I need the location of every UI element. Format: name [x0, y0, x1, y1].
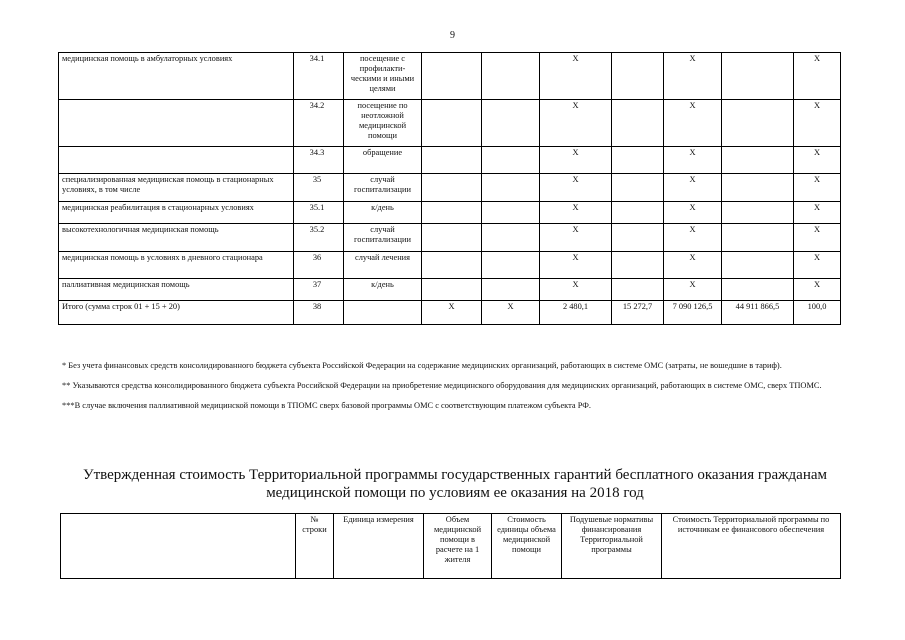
header-cell: Объем медицинской помощи в расчете на 1 жителя	[424, 514, 492, 579]
table-cell-c9	[722, 100, 794, 147]
approved-cost-table	[60, 513, 841, 579]
table-cell-c5	[482, 53, 540, 100]
table-cell-c8: X	[664, 174, 722, 202]
table-cell-c7	[612, 174, 664, 202]
table-row	[59, 53, 841, 100]
table-row	[59, 224, 841, 252]
table-cell-c8: X	[664, 224, 722, 252]
table-cell-c10: X	[794, 174, 841, 202]
table-cell-c9	[722, 147, 794, 174]
table-cell-num: 34.3	[294, 147, 344, 174]
table-cell-c8: X	[664, 100, 722, 147]
header-cell: Стоимость Территориальной программы по источникам ее финансового обеспечения	[662, 514, 841, 579]
table-cell-c6: X	[540, 174, 612, 202]
footnote: ** Указываются средства консолидированного бюджета субъекта Российской Федерации на приобретение медицинского оборудования для медицинских организаций, работающих в системе ОМС, сверх ТПОМС.	[62, 381, 822, 390]
cost-table-continued	[58, 52, 841, 325]
header-cell	[61, 514, 296, 579]
table-cell-c7	[612, 224, 664, 252]
table-cell-unit: посещение по неотложной медицинской помощи	[344, 100, 422, 147]
table-cell-c8: X	[664, 252, 722, 279]
table-cell-c4: X	[422, 301, 482, 325]
table-cell-c6: 2 480,1	[540, 301, 612, 325]
section-title	[60, 466, 850, 502]
table-cell-c10: X	[794, 252, 841, 279]
table-cell-c5	[482, 202, 540, 224]
table-cell-num: 35	[294, 174, 344, 202]
table-cell-c5	[482, 279, 540, 301]
table-cell-c10: 100,0	[794, 301, 841, 325]
table-cell-num: 34.1	[294, 53, 344, 100]
table-cell-num: 35.2	[294, 224, 344, 252]
footnote: * Без учета финансовых средств консолидированного бюджета субъекта Российской Федерации на содержание медицинских организаций, работающих в системе ОМС (затраты, не вошедшие в тариф).	[62, 361, 782, 370]
table-cell-c6: X	[540, 224, 612, 252]
table-cell-unit: посещение с профилакти- ческими и иными целями	[344, 53, 422, 100]
page-number: 9	[450, 30, 455, 41]
table-cell-c10: X	[794, 147, 841, 174]
table-cell-unit: к/день	[344, 279, 422, 301]
table-cell-c8: X	[664, 202, 722, 224]
table-cell-c7	[612, 202, 664, 224]
table-cell-c4	[422, 174, 482, 202]
table-row	[59, 252, 841, 279]
table-cell-c7	[612, 53, 664, 100]
table-cell-c10: X	[794, 100, 841, 147]
table-cell-c10: X	[794, 202, 841, 224]
table-cell-c9	[722, 202, 794, 224]
table-cell-num: 36	[294, 252, 344, 279]
table-cell-c8: X	[664, 279, 722, 301]
table-cell-c4	[422, 147, 482, 174]
table-row	[59, 147, 841, 174]
table-cell-c4	[422, 279, 482, 301]
table-cell-c7	[612, 147, 664, 174]
table-cell-num: 35.1	[294, 202, 344, 224]
table-cell-c5	[482, 100, 540, 147]
table-cell-c6: X	[540, 147, 612, 174]
table-cell-c6: X	[540, 100, 612, 147]
table-cell-unit: случай госпитализации	[344, 224, 422, 252]
table-cell-c9	[722, 224, 794, 252]
table-cell-c9	[722, 252, 794, 279]
table-cell-name	[59, 147, 294, 174]
table-cell-unit: случай лечения	[344, 252, 422, 279]
table-cell-c5: X	[482, 301, 540, 325]
table-cell-c8: 7 090 126,5	[664, 301, 722, 325]
header-cell: Подушевые нормативы финансирования Территориальной программы	[562, 514, 662, 579]
table-cell-c9	[722, 174, 794, 202]
table-cell-name: медицинская реабилитация в стационарных условиях	[59, 202, 294, 224]
table-cell-c10: X	[794, 224, 841, 252]
table-cell-c4	[422, 252, 482, 279]
table-cell-c9	[722, 53, 794, 100]
footnotes	[62, 360, 837, 420]
table-cell-c4	[422, 202, 482, 224]
table-row	[59, 174, 841, 202]
table-cell-name: паллиативная медицинская помощь	[59, 279, 294, 301]
header-cell: Единица измерения	[334, 514, 424, 579]
table-cell-unit: обращение	[344, 147, 422, 174]
table-cell-c7: 15 272,7	[612, 301, 664, 325]
table-cell-unit: к/день	[344, 202, 422, 224]
table-cell-c6: X	[540, 53, 612, 100]
table-cell-c5	[482, 224, 540, 252]
table-cell-c6: X	[540, 252, 612, 279]
table-cell-name: Итого (сумма строк 01 + 15 + 20)	[59, 301, 294, 325]
footnote: ***В случае включения паллиативной медицинской помощи в ТПОМС сверх базовой программы ОМС с соответствующим платежом субъекта РФ.	[62, 401, 591, 410]
section-title-line-2: медицинской помощи по условиям ее оказания на 2018 год	[266, 485, 644, 501]
table-row	[59, 301, 841, 325]
table-cell-c10: X	[794, 279, 841, 301]
table-cell-c6: X	[540, 202, 612, 224]
table-cell-c4	[422, 100, 482, 147]
table-cell-c8: X	[664, 147, 722, 174]
table-cell-num: 37	[294, 279, 344, 301]
header-cell: № строки	[296, 514, 334, 579]
table-cell-name: высокотехнологичная медицинская помощь	[59, 224, 294, 252]
table-cell-name: специализированная медицинская помощь в стационарных условиях, в том числе	[59, 174, 294, 202]
table-cell-num: 38	[294, 301, 344, 325]
table-cell-c8: X	[664, 53, 722, 100]
table-cell-name: медицинская помощь в амбулаторных условиях	[59, 53, 294, 100]
table-row	[59, 100, 841, 147]
table-cell-c7	[612, 252, 664, 279]
table-cell-unit	[344, 301, 422, 325]
table-cell-c5	[482, 147, 540, 174]
table-cell-c6: X	[540, 279, 612, 301]
table-cell-c5	[482, 174, 540, 202]
table-row	[59, 279, 841, 301]
table-row	[59, 202, 841, 224]
table-cell-num: 34.2	[294, 100, 344, 147]
table-cell-c4	[422, 224, 482, 252]
header-cell: Стоимость единицы объема медицинской помощи	[492, 514, 562, 579]
table-cell-c9: 44 911 866,5	[722, 301, 794, 325]
table-cell-name	[59, 100, 294, 147]
table-cell-c5	[482, 252, 540, 279]
table-cell-name: медицинская помощь в условиях в дневного стационара	[59, 252, 294, 279]
table-cell-c10: X	[794, 53, 841, 100]
table-cell-unit: случай госпитализации	[344, 174, 422, 202]
section-title-line-1: Утвержденная стоимость Территориальной программы государственных гарантий бесплатного оказания гражданам	[82, 467, 827, 483]
table-cell-c4	[422, 53, 482, 100]
table-cell-c7	[612, 100, 664, 147]
table-cell-c7	[612, 279, 664, 301]
table-cell-c9	[722, 279, 794, 301]
